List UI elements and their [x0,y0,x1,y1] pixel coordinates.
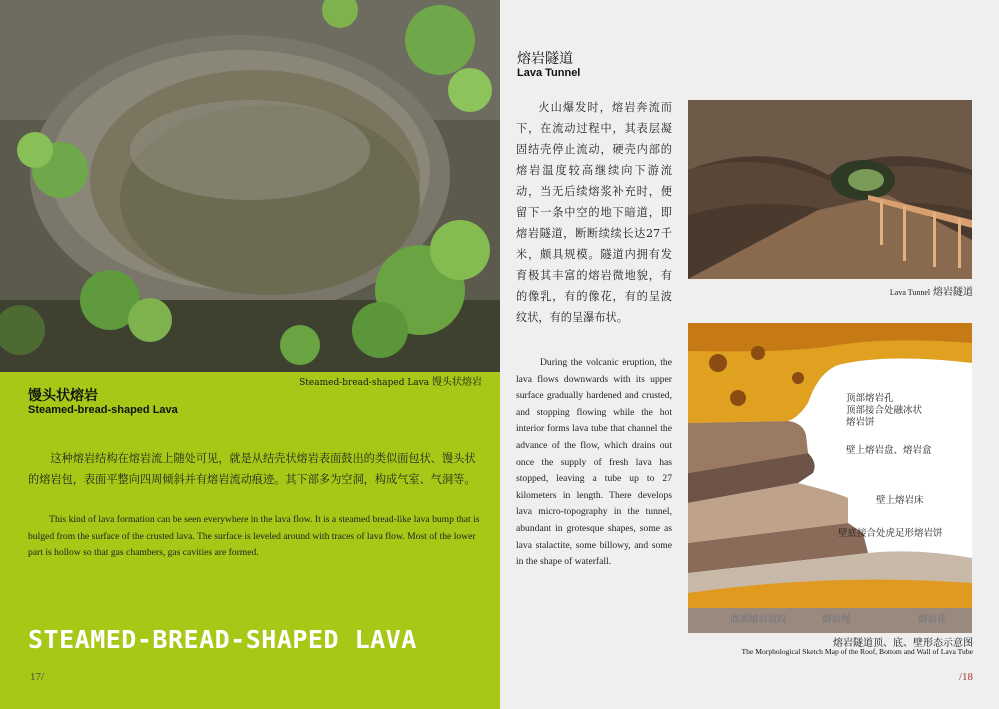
label-roof-1: 顶部熔岩孔 [846,393,894,404]
main-photo-caption-en: Steamed-bread-shaped Lava [299,378,430,388]
diagram-caption-en: The Morphological Sketch Map of the Roof, Bottom and Wall of Lava Tube [741,647,973,656]
left-body-zh: 这种熔岩结构在熔岩流上随处可见，就是从结壳状熔岩表面鼓出的类似面包状、馒头状的熔岩包，表面平整向四周倾斜并有熔岩流动痕迹。其下部多为空洞，构成气室、气洞等。 [28,452,476,486]
right-body-en: During the volcanic eruption, the lava flows downwards with its upper surface gradually hardened and crusted, and stopping flowing while the hot interior forms lava tube that channel the advance of the flow, which drains out once the supply of fresh lava has stopped, leaving a tube up to 27 kilometers in length. There develops lava micro-topography in the tunnel, abundant in grotesque shapes, some as lava stalactite, some billowy, and some in the shape of waterfall. [516,357,672,568]
label-bottom-1: 底部熔岩波纹 [730,614,788,625]
tunnel-caption-zh: 熔岩隧道 [933,287,973,298]
right-page [500,0,999,709]
lava-tunnel-photo [688,100,972,279]
label-roof-2: 顶部接合处融冰状 [846,405,923,416]
right-body-zh: 火山爆发时，熔岩奔流而下，在流动过程中，其表层凝固结壳停止流动，硬壳内部的熔岩温度较高继续向下游流动，当无后续熔浆补充时，便留下一条中空的地下暗道，即熔岩隧道，断断续续长达27千米，颇具规模。隧道内拥有发育极其丰富的熔岩微地貌，有的像乳，有的像花，有的呈波纹状，有的呈瀑布状。 [516,101,672,324]
right-title-en: Lava Tunnel [517,67,581,79]
label-bottom-3: 熔岩花 [918,614,947,625]
label-wall-2: 壁上熔岩床 [876,495,924,506]
diagram-caption-zh: 熔岩隧道顶、底、壁形态示意图 [833,638,973,649]
main-photo-caption-zh: 馒头状熔岩 [432,377,482,388]
label-bottom-2: 熔岩绳 [822,614,851,625]
page-number-right: /18 [958,671,973,683]
lava-tube-sketch-diagram [688,323,972,633]
diagram-label-roof [846,393,922,429]
right-title-zh: 熔岩隧道 [517,51,573,67]
label-wall-1: 壁上熔岩盘、熔岩盒 [846,445,932,456]
left-body-en: This kind of lava formation can be seen everywhere in the lava flow. It is a steamed bread-like lava bump that is bulged from the surface of the crusted lava. The surface is leveled around with traces of lava flow. Most of the lower part is hollow so that gas chambers, gas cavities are formed. [28,514,480,558]
steamed-bread-lava-photo [0,0,500,372]
main-photo-caption [299,373,482,388]
page-number-left: 17/ [30,671,45,683]
left-big-title: STEAMED-BREAD-SHAPED LAVA [28,625,417,654]
tunnel-caption-en: Lava Tunnel [889,288,931,297]
tunnel-photo-caption [890,283,973,298]
left-title-en: Steamed-bread-shaped Lava [28,404,178,416]
label-roof-3: 熔岩饼 [846,417,875,428]
label-wall-3: 壁底接合处虎足形熔岩饼 [838,528,943,539]
left-title-zh: 馒头状熔岩 [28,388,98,404]
